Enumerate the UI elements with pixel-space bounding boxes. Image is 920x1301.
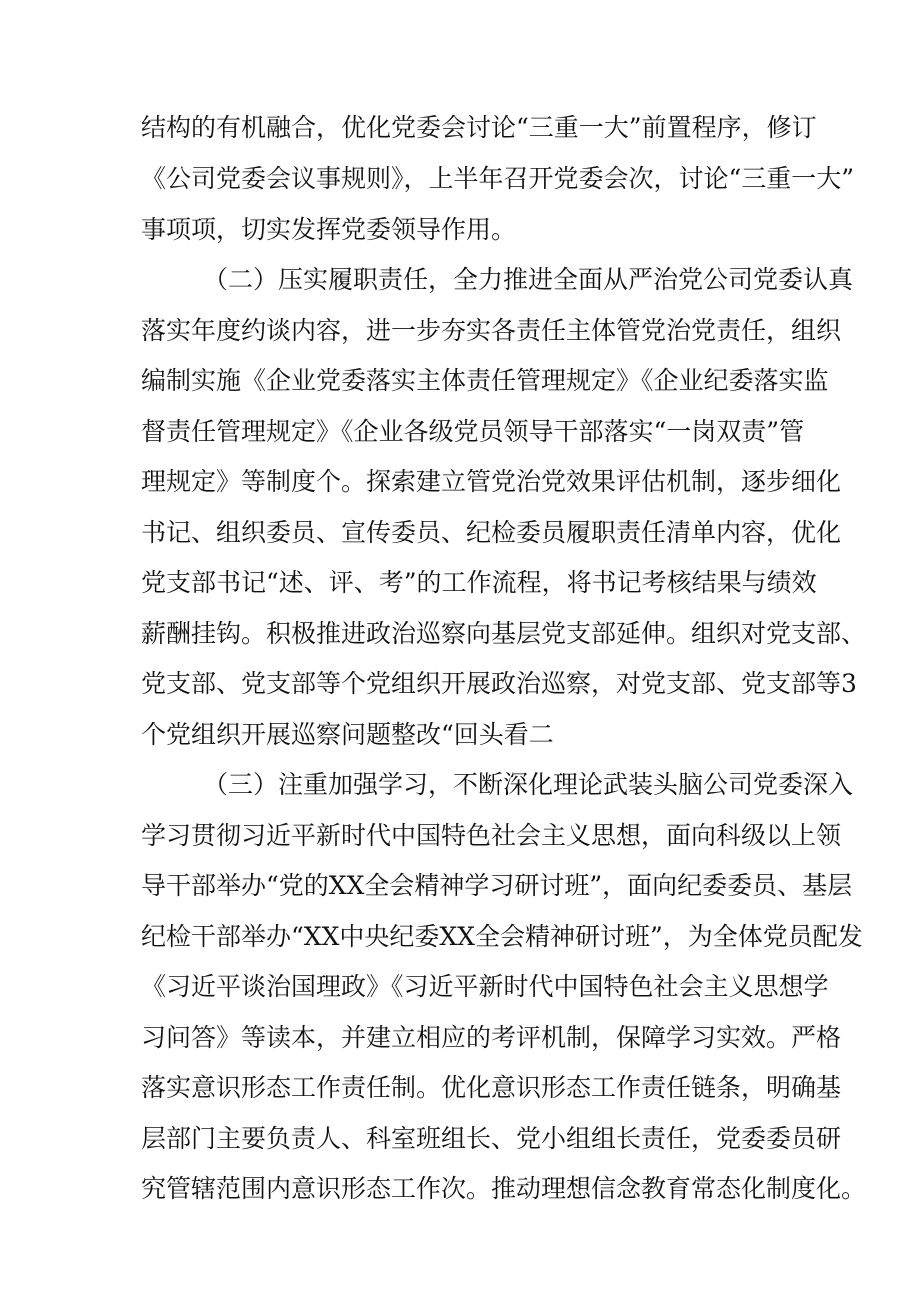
- paragraph-1-line-2: 《公司党委会议事规则》，上半年召开党委会次，讨论“三重一大”: [141, 164, 855, 193]
- section-2-line-9: 党支部、党支部等个党组织开展政治巡察，对党支部、党支部等3: [141, 669, 857, 698]
- section-3-line-2: 学习贯彻习近平新时代中国特色社会主义思想，面向科级以上领: [141, 821, 842, 850]
- section-2-line-10: 个党组织开展巡察问题整改“回头看二: [141, 720, 554, 749]
- section-2-heading-line: （二）压实履职责任，全力推进全面从严治党公司党委认真: [203, 265, 854, 294]
- section-2-line-6: 书记、组织委员、宣传委员、纪检委员履职责任清单内容，优化: [141, 518, 842, 547]
- section-2-line-3: 编制实施《企业党委落实主体责任管理规定》《企业纪委落实监: [141, 366, 829, 395]
- section-3-line-8: 层部门主要负责人、科室班组长、党小组组长责任，党委委员研: [141, 1124, 842, 1153]
- section-3-line-9: 究管辖范围内意识形态工作次。推动理想信念教育常态化制度化。: [141, 1174, 867, 1203]
- section-2-line-4: 督责任管理规定》《企业各级党员领导干部落实“一岗双责”管: [141, 417, 805, 446]
- section-3-line-3: 导干部举办“党的XX全会精神学习研讨班”，面向纪委委员、基层: [141, 871, 853, 900]
- section-2-line-2: 落实年度约谈内容，进一步夯实各责任主体管党治党责任，组织: [141, 316, 842, 345]
- section-3-line-4: 纪检干部举办“XX中央纪委XX全会精神研讨班”，为全体党员配发: [141, 922, 863, 951]
- section-2-line-8: 薪酬挂钩。积极推进政治巡察向基层党支部延伸。组织对党支部、: [141, 619, 867, 648]
- section-3-line-6: 习问答》等读本，并建立相应的考评机制，保障学习实效。严格: [141, 1023, 842, 1052]
- section-3-line-7: 落实意识形态工作责任制。优化意识形态工作责任链条，明确基: [141, 1073, 842, 1102]
- section-2-line-7: 党支部书记“述、评、考”的工作流程，将书记考核结果与绩效: [141, 568, 817, 597]
- section-3-heading-line: （三）注重加强学习，不断深化理论武装头脑公司党委深入: [203, 770, 854, 799]
- paragraph-1-line-3: 事项项，切实发挥党委领导作用。: [141, 215, 517, 244]
- section-3-line-5: 《习近平谈治国理政》《习近平新时代中国特色社会主义思想学: [141, 972, 829, 1001]
- paragraph-1-line-1: 结构的有机融合，优化党委会讨论“三重一大”前置程序，修订: [141, 113, 817, 142]
- section-2-line-5: 理规定》等制度个。探索建立管党治党效果评估机制，逐步细化: [141, 467, 842, 496]
